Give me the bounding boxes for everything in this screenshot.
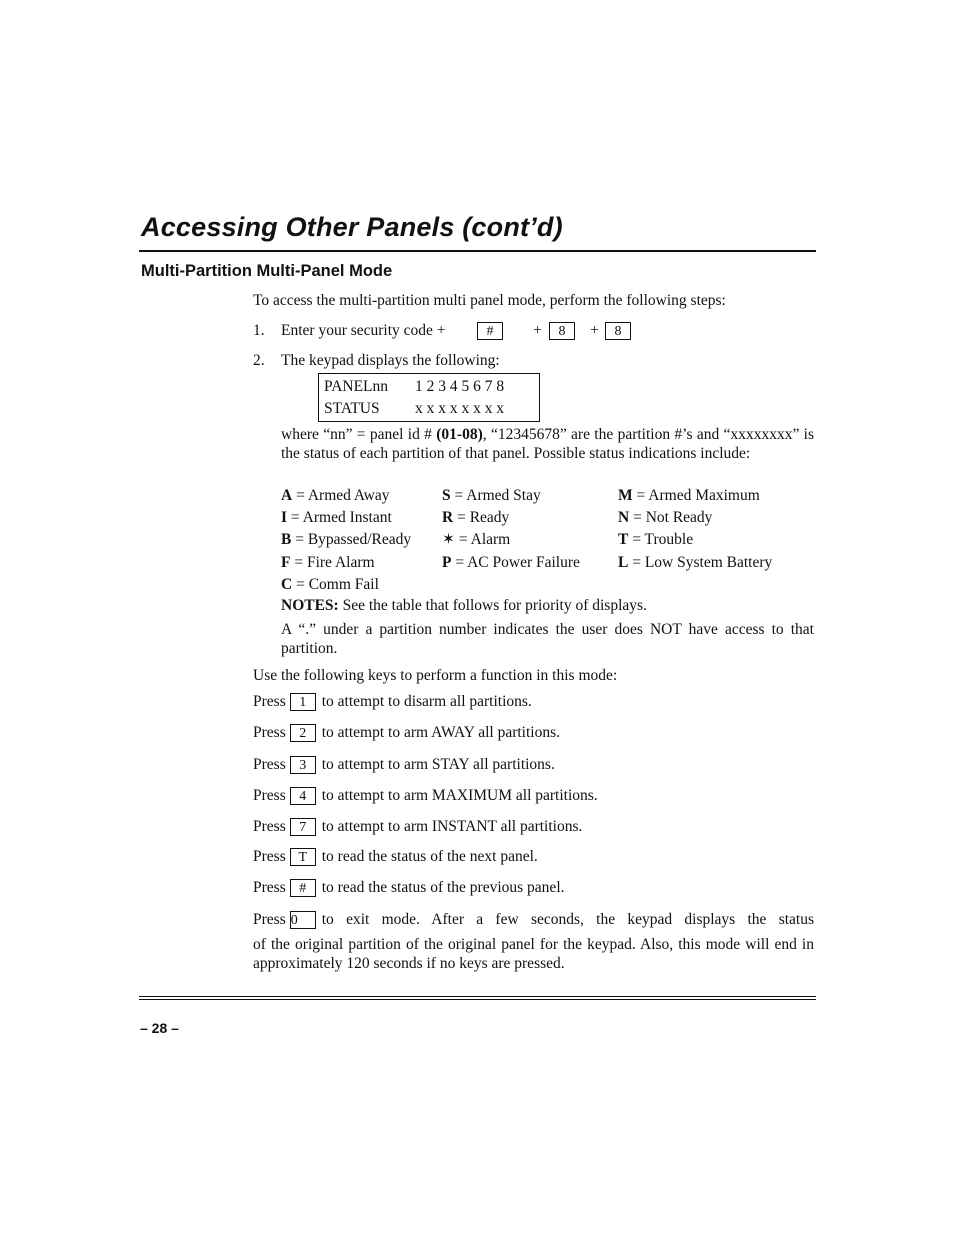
status-code-item: ✶ = Alarm xyxy=(442,531,511,548)
key-1: 1 xyxy=(290,693,316,711)
key-0: 0 xyxy=(290,911,316,929)
key-7: 7 xyxy=(290,818,316,836)
panel-id-range: (01-08) xyxy=(436,426,483,443)
key-t: T xyxy=(290,848,316,866)
where-text-start: where “nn” = panel id # xyxy=(281,426,437,443)
notes xyxy=(281,597,647,615)
press-row-exit: Press 0 to exit mode. After a few seconds, the keypad displays the status xyxy=(253,911,814,929)
press-row: Press T to read the status of the next panel. xyxy=(253,848,538,866)
key-2: 2 xyxy=(290,724,316,742)
press-row: Press 4 to attempt to arm MAXIMUM all partitions. xyxy=(253,787,598,805)
step-1-text: Enter your security code + xyxy=(281,322,446,339)
key-pound: # xyxy=(477,322,503,340)
page-title: Accessing Other Panels (cont’d) xyxy=(141,212,563,242)
status-code-item: B = Bypassed/Ready xyxy=(281,531,412,548)
status-code-item: R = Ready xyxy=(442,509,510,526)
notes-label: NOTES: xyxy=(281,597,339,614)
section-heading: Multi-Partition Multi-Panel Mode xyxy=(141,262,393,280)
alarm-star-icon: ✶ xyxy=(442,531,455,548)
step-1-number: 1. xyxy=(253,322,265,339)
where-text-end: , “12345678” are the partition #’s and “xxxxxxxx” is the status of each partition of that panel. Possible status indications include: xyxy=(281,426,814,462)
footer-rule xyxy=(139,996,816,997)
press-row: Press 3 to attempt to arm STAY all partitions. xyxy=(253,756,555,774)
plus-sign: + xyxy=(590,322,599,339)
display-line1-value: 1 2 3 4 5 6 7 8 xyxy=(415,378,505,395)
intro-text: To access the multi-partition multi panel mode, perform the following steps: xyxy=(253,292,726,309)
press-row: Press 1 to attempt to disarm all partitions. xyxy=(253,693,532,711)
status-code-item: A = Armed Away xyxy=(281,487,390,504)
page-number: – 28 – xyxy=(140,1020,179,1036)
status-code-item: M = Armed Maximum xyxy=(618,487,760,504)
exit-description: of the original partition of the original panel for the keypad. Also, this mode will end in approximately 120 seconds if no keys are pressed. xyxy=(253,936,814,972)
key-pound: # xyxy=(290,879,316,897)
key-4: 4 xyxy=(290,787,316,805)
press-row: Press 7 to attempt to arm INSTANT all partitions. xyxy=(253,818,583,836)
step-2-text: The keypad displays the following: xyxy=(281,352,500,369)
press-row: Press 2 to attempt to arm AWAY all partitions. xyxy=(253,724,560,742)
status-codes xyxy=(0,0,954,600)
key-3: 3 xyxy=(290,756,316,774)
display-line2-label: STATUS xyxy=(324,400,380,417)
status-code-item: I = Armed Instant xyxy=(281,509,392,526)
press-row: Press # to read the status of the previous panel. xyxy=(253,879,565,897)
notes-text: See the table that follows for priority of displays. xyxy=(338,597,647,614)
plus-sign: + xyxy=(533,322,542,339)
dot-note: A “.” under a partition number indicates the user does NOT have access to that partition. xyxy=(281,621,814,657)
footer-rule xyxy=(139,999,816,1000)
status-code-item: P = AC Power Failure xyxy=(442,554,580,571)
status-code-item: N = Not Ready xyxy=(618,509,713,526)
step-2-number: 2. xyxy=(253,352,265,369)
display-line1-label: PANELnn xyxy=(324,378,389,395)
status-code-item: S = Armed Stay xyxy=(442,487,541,504)
key-8: 8 xyxy=(549,322,575,340)
status-code-item: L = Low System Battery xyxy=(618,554,773,571)
status-code-item: F = Fire Alarm xyxy=(281,554,375,571)
display-line2-value: x x x x x x x x xyxy=(415,400,505,417)
status-code-item: T = Trouble xyxy=(618,531,694,548)
status-code-item: C = Comm Fail xyxy=(281,576,379,593)
keys-intro: Use the following keys to perform a function in this mode: xyxy=(253,667,618,684)
key-8: 8 xyxy=(605,322,631,340)
